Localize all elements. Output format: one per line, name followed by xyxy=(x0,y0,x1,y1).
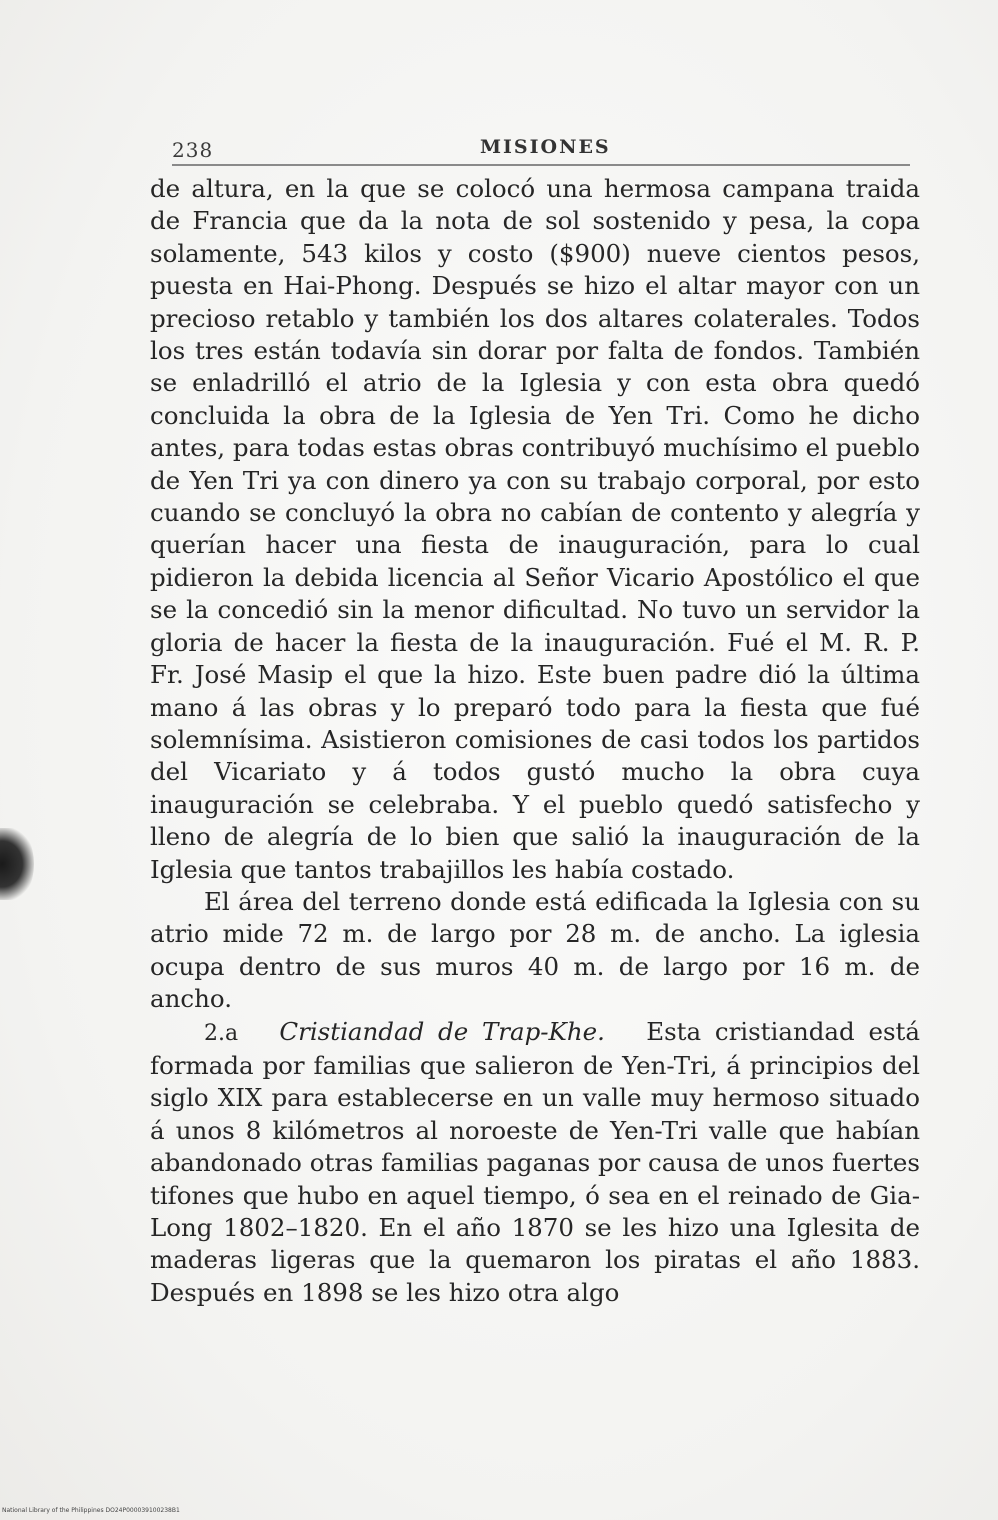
page-header xyxy=(172,136,912,166)
page-number: 238 xyxy=(172,138,214,162)
footer-credit: National Library of the Philippines DO24P000039100238B1 xyxy=(2,1507,180,1514)
section-paragraph xyxy=(150,1016,920,1310)
header-rule xyxy=(172,164,910,166)
section-title: Cristiandad de Trap-Khe. xyxy=(279,1016,605,1046)
body-text xyxy=(150,173,920,1309)
paragraph-2: El área del terreno donde está edificada la Iglesia con su atrio mide 72 m. de largo por 28 m. de ancho. La iglesia ocupa dentro de sus muros 40 m. de largo por 16 m. de ancho. xyxy=(150,886,920,1014)
paragraph-1: de altura, en la que se colocó una hermosa campana traida de Francia que da la nota de sol sostenido y pesa, la copa solamente, 543 kilos y costo ($900) nueve cientos pesos, puesta en Hai-Phong. Después se hizo el altar mayor con un precioso retablo y también los dos altares colaterales. Todos los tres están todavía sin dorar por falta de fondos. También se enladrilló el atrio de la Iglesia y con esta obra quedó concluida la obra de la Iglesia de Yen Tri. Como he dicho antes, para todas estas obras contribuyó muchísimo el pueblo de Yen Tri ya con dinero ya con su trabajo corporal, por esto cuando se concluyó la obra no cabían de contento y alegría y querían hacer una fiesta de inauguración, para lo cual pidieron la debida licencia al Señor Vicario Apostólico el que se la concedió sin la menor dificultad. No tuvo un servidor la gloria de hacer la fiesta de la inauguración. Fué el M. R. P. Fr. José Masip el que la hizo. Este buen padre dió la última mano á las obras y lo preparó todo para la fiesta que fué solemnísima. Asistieron comisiones de casi todos los partidos del Vicariato y á todos gustó mucho la obra cuya inauguración se celebraba. Y el pueblo quedó satisfecho y lleno de alegría de lo bien que salió la inauguración de la Iglesia que tantos trabajillos les había costado. xyxy=(150,174,920,884)
running-title: MISIONES xyxy=(480,136,611,158)
section-text: Esta cristiandad está formada por familias que salieron de Yen-Tri, á principios del siglo XIX para establecerse en un valle muy hermoso situado á unos 8 kilómetros al noroeste de Yen-Tri valle que habían abandonado otras familias paganas por causa de unos fuertes tifones que hubo en aquel tiempo, ó sea en el reinado de Gia-Long 1802–1820. En el año 1870 se les hizo una Iglesita de maderas ligeras que la quemaron los piratas el año 1883. Después en 1898 se les hizo otra algo xyxy=(150,1016,920,1307)
section-number: 2.a xyxy=(204,1020,239,1046)
scan-edge-shadow xyxy=(0,828,34,900)
